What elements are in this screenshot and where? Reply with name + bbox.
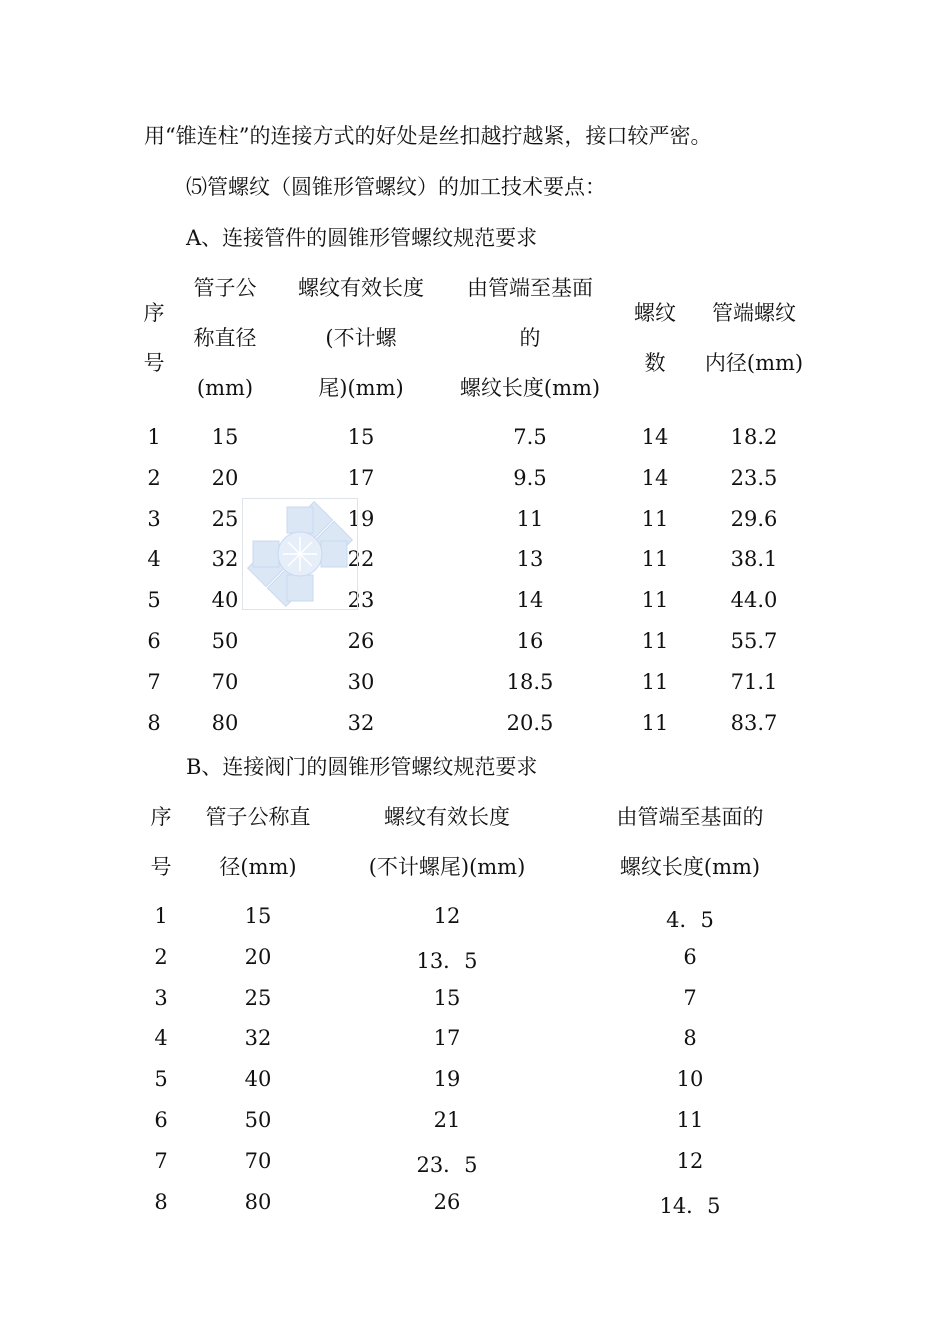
table-cell: 44.0 <box>730 588 778 613</box>
table-cell: 5 <box>147 588 161 613</box>
table-cell: 21 <box>433 1108 461 1132</box>
table-cell: 11 <box>641 588 669 613</box>
table-cell: 1 <box>147 425 161 449</box>
table-cell: 12 <box>433 904 461 928</box>
table-cell: 11 <box>641 710 669 735</box>
table-cell: 6 <box>683 944 697 969</box>
table-cell: 1 <box>154 904 168 928</box>
table-cell: 17 <box>433 1026 461 1051</box>
table-cell: 29.6 <box>730 506 778 531</box>
table-cell: 70 <box>244 1148 272 1173</box>
table-cell: 14 <box>516 588 544 613</box>
table-cell: 11 <box>641 506 669 531</box>
table-cell: 3 <box>147 506 161 531</box>
table-cell: 11 <box>641 629 669 653</box>
table-cell: 23.5 <box>730 465 778 490</box>
table-cell: 20 <box>244 944 272 969</box>
table-cell: 14 <box>641 465 669 490</box>
table-cell: 83.7 <box>730 710 778 735</box>
table-cell: 7.5 <box>513 425 547 449</box>
table-cell: 55.7 <box>730 629 778 653</box>
table-cell: 19 <box>433 1067 461 1092</box>
table-cell: 13 <box>516 547 544 572</box>
table-a-header-base-length: 由管端至基面 的 螺纹长度(mm) <box>459 276 601 400</box>
table-cell: 19 <box>347 506 375 531</box>
table-cell: 22 <box>347 547 375 572</box>
table-cell: 71.1 <box>730 669 778 694</box>
table-cell: 15 <box>244 904 272 928</box>
table-cell: 8 <box>147 710 161 735</box>
table-cell: 32 <box>347 710 375 735</box>
table-cell: 12 <box>676 1148 704 1173</box>
watermark-box <box>242 498 358 610</box>
table-b-header-effective-length: 螺纹有效长度 (不计螺尾)(mm) <box>368 805 526 879</box>
table-cell: 40 <box>244 1067 272 1092</box>
table-cell: 8 <box>683 1026 697 1051</box>
table-cell: 50 <box>244 1108 272 1132</box>
table-cell: 11 <box>641 669 669 694</box>
table-cell: 30 <box>347 669 375 694</box>
table-cell: 14 <box>641 425 669 449</box>
table-cell: 10 <box>676 1067 704 1092</box>
table-cell: 9.5 <box>513 465 547 490</box>
table-cell: 23．5 <box>416 1152 478 1177</box>
table-cell: 6 <box>154 1108 168 1132</box>
lotus-emblem-icon <box>243 499 357 609</box>
table-cell: 2 <box>154 944 168 969</box>
table-cell: 7 <box>147 669 161 694</box>
table-cell: 11 <box>676 1108 704 1132</box>
table-cell: 15 <box>433 985 461 1010</box>
table-b-title: B、连接阀门的圆锥形管螺纹规范要求 <box>186 755 538 779</box>
table-cell: 13．5 <box>416 948 478 973</box>
table-cell: 11 <box>641 547 669 572</box>
table-cell: 7 <box>683 985 697 1010</box>
table-cell: 4 <box>154 1026 168 1051</box>
table-cell: 4 <box>147 547 161 572</box>
table-cell: 40 <box>211 588 239 613</box>
table-a-header-diameter: 管子公 称直径 (mm) <box>193 276 257 400</box>
table-cell: 25 <box>211 506 239 531</box>
table-b-header-seq: 序 号 <box>150 805 172 879</box>
table-cell: 80 <box>244 1189 272 1214</box>
table-cell: 80 <box>211 710 239 735</box>
table-a-header-thread-count: 螺纹 数 <box>634 301 676 375</box>
table-cell: 17 <box>347 465 375 490</box>
table-cell: 8 <box>154 1189 168 1214</box>
table-cell: 15 <box>347 425 375 449</box>
table-cell: 4．5 <box>666 908 714 932</box>
table-cell: 26 <box>433 1189 461 1214</box>
table-b-header-base-length: 由管端至基面的 螺纹长度(mm) <box>616 805 764 879</box>
table-a-header-seq: 序 号 <box>143 301 165 375</box>
table-b-header-diameter: 管子公称直 径(mm) <box>205 805 311 879</box>
table-cell: 3 <box>154 985 168 1010</box>
table-cell: 23 <box>347 588 375 613</box>
table-cell: 18.5 <box>506 669 554 694</box>
table-cell: 32 <box>244 1026 272 1051</box>
table-a-header-effective-length: 螺纹有效长度 (不计螺 尾)(mm) <box>298 276 424 400</box>
table-cell: 20 <box>211 465 239 490</box>
table-a-header-inner-diameter: 管端螺纹 内径(mm) <box>704 301 804 375</box>
table-cell: 2 <box>147 465 161 490</box>
table-cell: 5 <box>154 1067 168 1092</box>
table-cell: 26 <box>347 629 375 653</box>
table-cell: 25 <box>244 985 272 1010</box>
table-cell: 16 <box>516 629 544 653</box>
table-cell: 70 <box>211 669 239 694</box>
table-cell: 6 <box>147 629 161 653</box>
table-cell: 14．5 <box>659 1193 721 1218</box>
table-cell: 50 <box>211 629 239 653</box>
paragraph-thread-advantage: 用“锥连柱”的连接方式的好处是丝扣越拧越紧，接口较严密。 <box>144 124 712 148</box>
table-cell: 11 <box>516 506 544 531</box>
table-cell: 15 <box>211 425 239 449</box>
table-a-title: A、连接管件的圆锥形管螺纹规范要求 <box>186 226 538 250</box>
table-cell: 20.5 <box>506 710 554 735</box>
table-cell: 38.1 <box>730 547 778 572</box>
paragraph-thread-section-title: ⑸管螺纹（圆锥形管螺纹）的加工技术要点： <box>186 175 606 199</box>
table-cell: 7 <box>154 1148 168 1173</box>
table-cell: 18.2 <box>730 425 778 449</box>
table-cell: 32 <box>211 547 239 572</box>
